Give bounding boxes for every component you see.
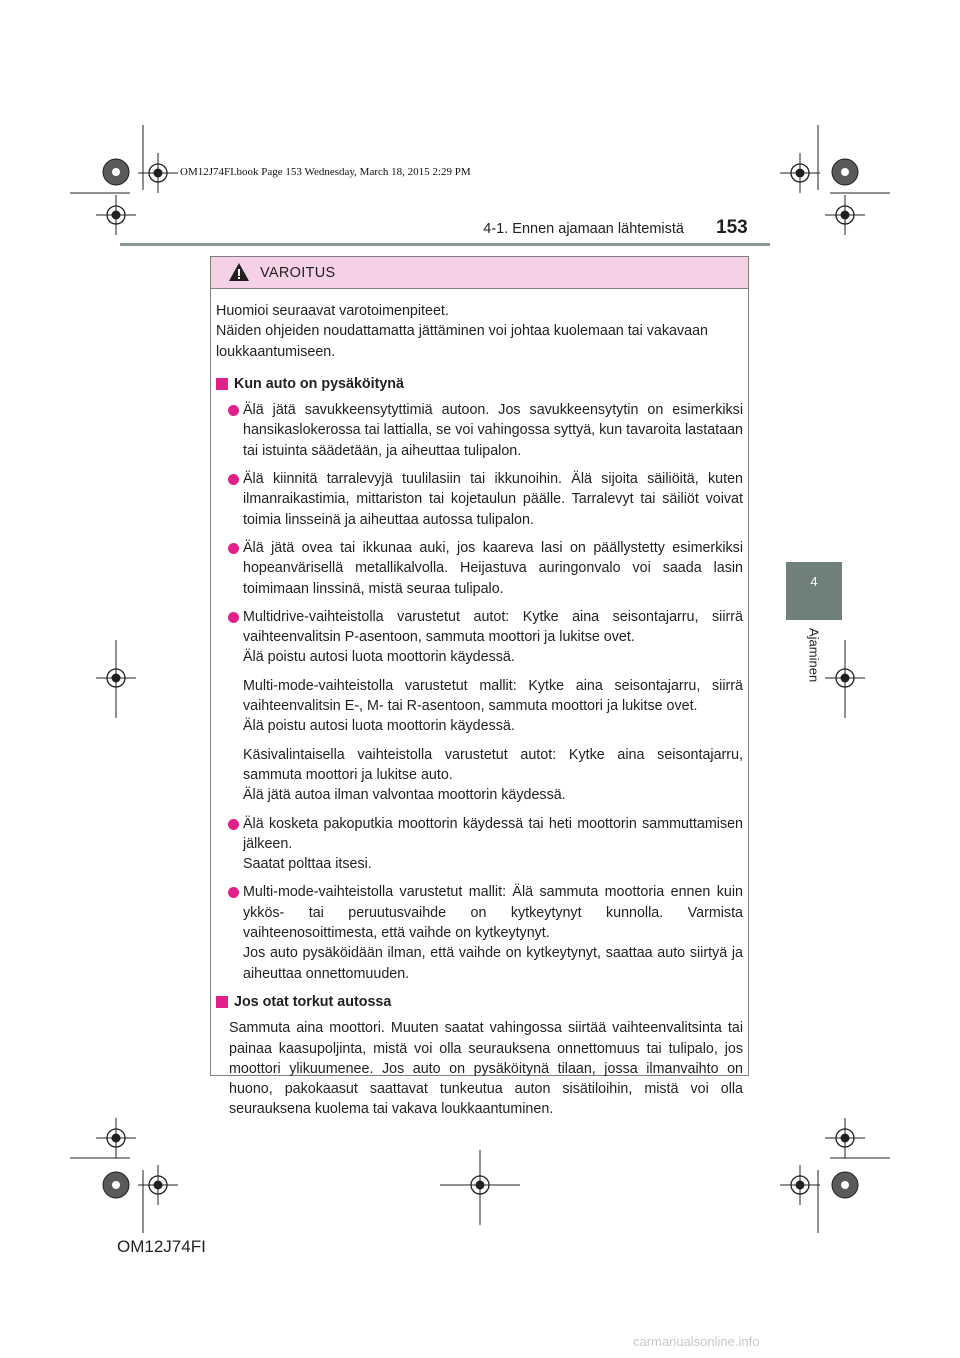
manual-code: OM12J74FI — [117, 1237, 206, 1256]
list-item — [216, 814, 743, 875]
chapter-tab-label: Ajaminen — [806, 628, 822, 683]
paragraph-text: Sammuta aina moottori. Muuten saatat vahingossa siirtää vaihteenvalitsinta tai painaa kaasupoljinta, mistä voi olla seurauksena onnettomuus tai tulipalo, jos moottori ylikuumenee. Jos auto on pysäköitynä tilaan, jossa ilmanvaihto on huono, pakokaasut saattavat tunkeutua auton sisätiloihin, mistä voi olla seurauksena kuolema tai vakava loukkaantuminen. — [229, 1020, 743, 1118]
list-item — [216, 538, 743, 599]
page-number: 153 — [716, 217, 748, 238]
square-bullet-icon — [216, 996, 228, 1008]
subsection-heading — [216, 992, 743, 1012]
list-item-text: Älä poistu autosi luota moottorin käydessä. — [243, 718, 515, 735]
list-item-text: Älä kosketa pakoputkia moottorin käydessä tai heti moottorin sammuttamisen jälkeen. — [243, 815, 743, 852]
subsection-heading-text: Kun auto on pysäköitynä — [234, 375, 404, 392]
list-item-text: Multidrive-vaihteistolla varustetut autot: Kytke aina seisontajarru, siirrä vaihteenvalitsin P-asentoon, sammuta moottori ja lukitse ovet. — [243, 608, 743, 646]
list-item — [216, 607, 743, 668]
watermark: carmanualsonline.info — [633, 1334, 760, 1349]
warning-intro-text: Näiden ohjeiden noudattamatta jättäminen voi johtaa kuolemaan tai vakavaan loukkaantumiseen. — [216, 323, 708, 360]
list-item-text: Älä poistu autosi luota moottorin käydessä. — [243, 649, 515, 666]
section-title: 4-1. Ennen ajamaan lähtemistä — [483, 221, 684, 237]
round-bullet-icon — [228, 612, 239, 623]
list-item-text: Älä kiinnitä tarralevyjä tuulilasiin tai ikkunoihin. Älä sijoita säiliöitä, kuten ilmanraikastimia, mittariston tai kojetaulun päälle. Tarralevyt tai säiliöt voivat toimia linsseinä ja aiheuttaa autossa tulipalon. — [243, 471, 743, 528]
print-header: OM12J74FI.book Page 153 Wednesday, March 18, 2015 2:29 PM — [180, 166, 471, 178]
list-item — [216, 469, 743, 530]
list-item-text: Saatat polttaa itsesi. — [243, 856, 372, 873]
list-item — [216, 400, 743, 461]
corner-star-mark-top-left — [103, 159, 129, 185]
list-item-text: Käsivalintaisella vaihteistolla varustetut autot: Kytke aina seisontajarru, sammuta moottori ja lukitse auto. — [243, 746, 743, 783]
header-rule — [120, 243, 770, 246]
list-item-text: Älä jätä ovea tai ikkunaa auki, jos kaareva lasi on päällystetty esimerkiksi hopeanvärisellä metallikalvolla. Heijastuva auringonvalo voi saada lasin toimimaan linssinä, mistä seuraa tulipalo. — [243, 539, 743, 597]
list-item-continuation — [216, 745, 743, 806]
corner-star-mark-bottom-left — [103, 1172, 129, 1198]
corner-star-mark-bottom-right — [832, 1172, 858, 1198]
round-bullet-icon — [228, 543, 239, 554]
list-item — [216, 882, 743, 983]
list-item-text: Multi-mode-vaihteistolla varustetut mallit: Älä sammuta moottoria ennen kuin ykkös- tai peruutusvaihde on kytkeytynyt kunnolla. Varmista vaihteenosoittimesta, että vaihde on kytkeytynyt. — [243, 884, 743, 942]
round-bullet-icon — [228, 887, 239, 898]
round-bullet-icon — [228, 474, 239, 485]
list-item-text: Multi-mode-vaihteistolla varustetut mallit: Kytke aina seisontajarru, siirrä vaihteenvalitsin E-, M- tai R-asentoon, sammuta moottori ja lukitse ovet. — [243, 677, 743, 715]
chapter-tab — [786, 562, 842, 620]
subsection-text — [216, 1018, 743, 1119]
list-item-text: Älä jätä autoa ilman valvontaa moottorin käydessä. — [243, 787, 566, 804]
subsection-heading-text: Jos otat torkut autossa — [234, 993, 392, 1010]
warning-body — [216, 301, 743, 1128]
square-bullet-icon — [216, 378, 228, 390]
warning-box — [210, 256, 749, 1118]
warning-intro-line: Huomioi seuraavat varotoimenpiteet. — [216, 303, 449, 319]
warning-header — [211, 257, 748, 289]
list-item-text: Jos auto pysäköidään ilman, että vaihde on kytkeytynyt, saattaa auto siirtyä ja aiheuttaa onnettomuuden. — [243, 945, 743, 982]
round-bullet-icon — [228, 405, 239, 416]
chapter-tab-number: 4 — [810, 574, 818, 589]
round-bullet-icon — [228, 819, 239, 830]
warning-title: VAROITUS — [260, 265, 336, 281]
subsection-heading — [216, 374, 743, 394]
corner-star-mark-top-right — [832, 159, 858, 185]
list-item-text: Älä jätä savukkeensytyttimiä autoon. Jos savukkeensytytin on esimerkiksi hansikaslokerossa tai lattialla, se voi vahingossa syttyä, kun tavaroita lastataan tai istuinta säädetään, ja aiheuttaa tulipalon. — [243, 402, 743, 459]
warning-triangle-icon — [228, 262, 250, 282]
list-item-continuation — [216, 676, 743, 737]
